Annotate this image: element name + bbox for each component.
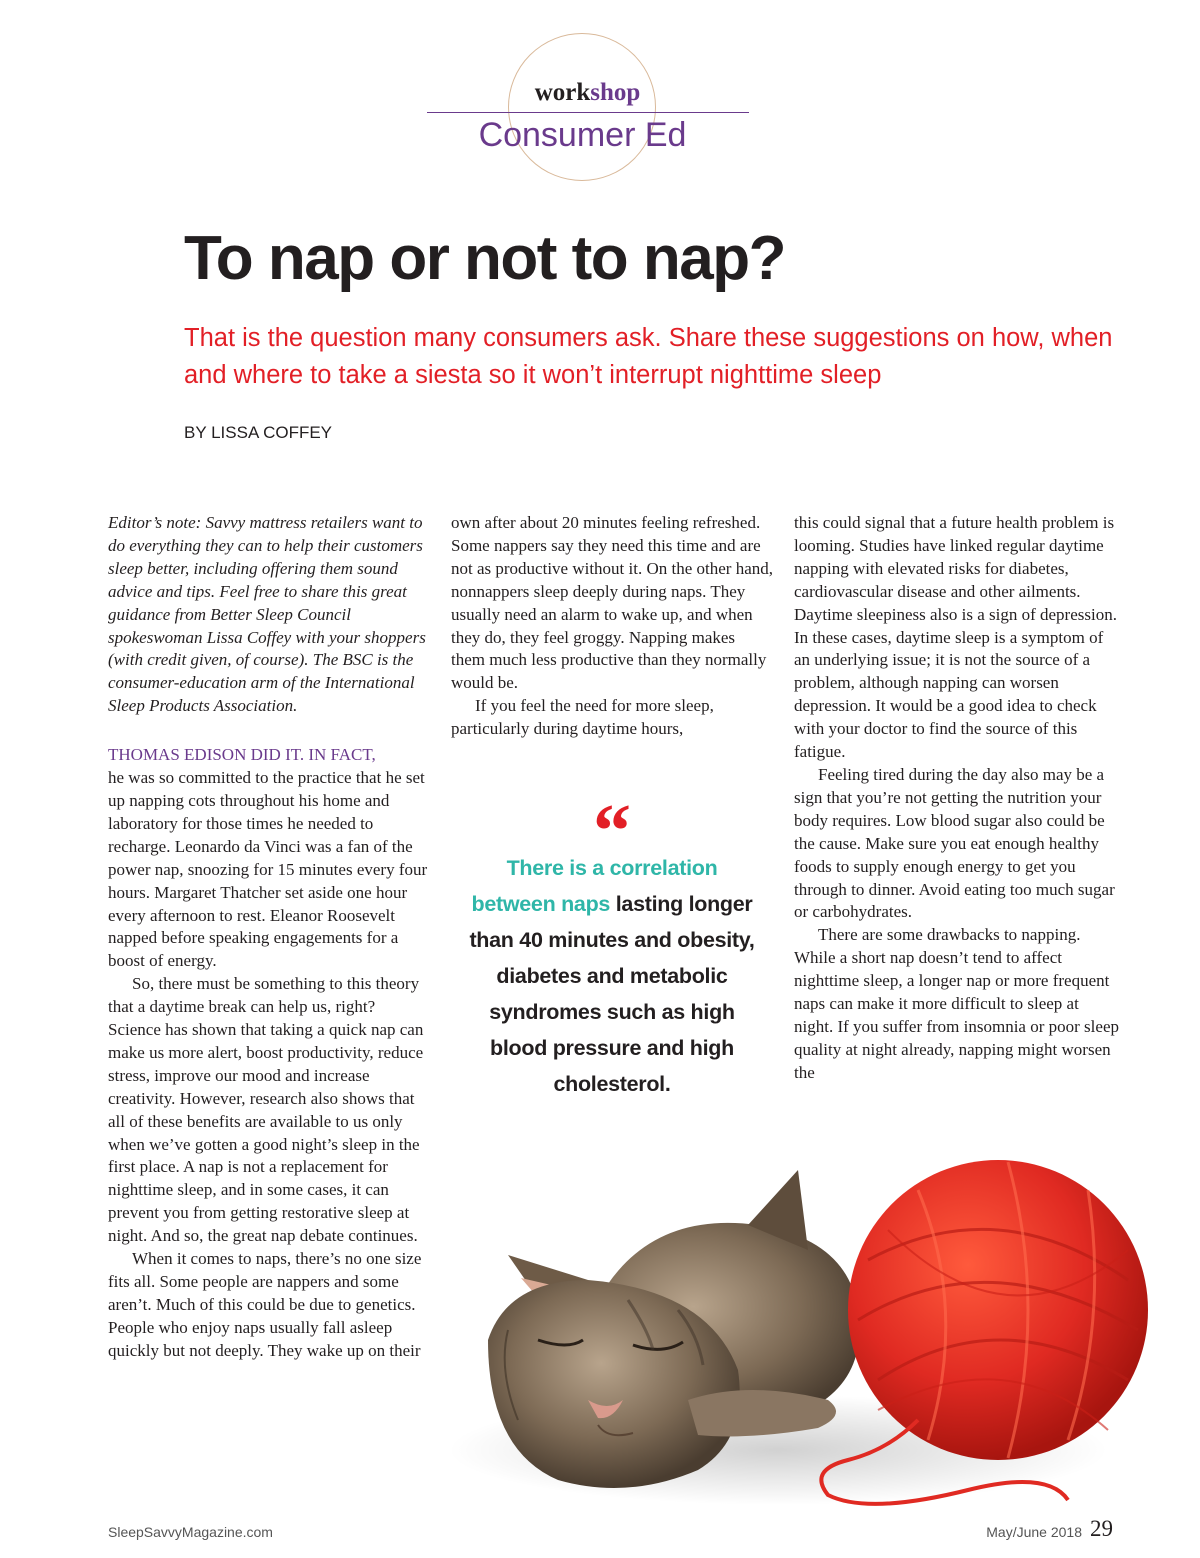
yarn-ball [848,1160,1148,1460]
pull-quote-text [462,850,762,1102]
body-paragraph: he was so committed to the practice that he set up napping cots throughout his home and laboratory for those times he needed to recharge. Leonardo da Vinci was a fan of the power nap, snoozing for 15 minutes every four hours. Margaret Thatcher set aside one hour every afternoon to rest. Eleanor Roosevelt napped before speaking engagements for a boost of energy. [108,768,428,971]
section-label-accent: shop [590,79,641,106]
body-paragraph: If you feel the need for more sleep, particularly during daytime hours, [451,696,714,739]
section-badge [0,0,1200,200]
headline: To nap or not to nap? [184,224,786,293]
column-3 [794,512,1119,1085]
section-label-prefix: work [534,79,591,106]
body-paragraph: Feeling tired during the day also may be a sign that you’re not getting the nutrition your body requires. Low blood sugar also could be the cause. Make sure you eat enough healthy foods to supply enough energy to get you through to dinner. Avoid eating too much sugar or carbohydrates. [794,764,1115,922]
body-paragraph: So, there must be something to this theory that a daytime break can help us, right? Science has shown that taking a quick nap can make us more alert, boost productivity, reduce stress, improve our mood and increase creativity. However, research also shows that all of these benefits are available to us only when we’ve gotten a good night’s sleep in the first place. A nap is not a replacement for nighttime sleep, and in some cases, it can prevent you from getting restorative sleep at night. And so, the great nap debate continues. [108,974,424,1246]
column-1 [108,512,428,1363]
section-label [0,78,1175,108]
footer-site: SleepSavvyMagazine.com [108,1524,273,1540]
page-number: 29 [1090,1516,1113,1541]
body-paragraph: this could signal that a future health problem is looming. Studies have linked regular daytime napping with elevated risks for diabetes, cardiovascular disease and other ailments. Daytime sleepiness also is a sign of depression. In these cases, daytime sleep is a symptom of an underlying issue; it is not the source of a problem, although napping can worsen depression. It would be a good idea to check with your doctor to find the source of this fatigue. [794,513,1117,762]
pull-quote-body: lasting longer than 40 minutes and obesity, diabetes and metabolic syndromes such as high blood pressure and high cholesterol. [469,892,755,1096]
dek: That is the question many consumers ask. Share these suggestions on how, when and where to take a siesta so it won’t interrupt nighttime sleep [184,324,1113,389]
quote-mark-icon: “ [593,789,631,873]
lead-in: THOMAS EDISON DID IT. IN FACT, [108,745,376,765]
section-category: Consumer Ed [478,116,687,154]
kitten-yarn-photo [448,1150,1148,1530]
body-paragraph: When it comes to naps, there’s no one size fits all. Some people are nappers and some aren’t. Much of this could be due to genetics. People who enjoy naps usually fall asleep quickly but not deeply. They wake up on their [108,1249,422,1360]
column-2 [451,512,773,741]
footer-date: May/June 2018 [986,1524,1082,1540]
pull-quote [462,789,762,1102]
pull-quote-highlight: There is a correlation between naps [471,856,718,916]
badge-rule [427,112,749,113]
body-paragraph: There are some drawbacks to napping. While a short nap doesn’t tend to affect nighttime sleep, a longer nap or more frequent naps can make it more difficult to sleep at night. If you suffer from insomnia or poor sleep quality at night already, napping might worsen the [794,925,1119,1082]
body-paragraph: own after about 20 minutes feeling refreshed. Some nappers say they need this time and are not as productive without it. On the other hand, nonnappers sleep deeply during naps. They usually need an alarm to wake up, and when they do, they feel groggy. Napping makes them much less productive than they normally would be. [451,513,773,693]
byline: BY LISSA COFFEY [184,423,333,442]
editors-note: Editor’s note: Savvy mattress retailers want to do everything they can to help their customers sleep better, including offering them sound advice and tips. Feel free to share this great guidance from Better Sleep Council spokeswoman Lissa Coffey with your shoppers (with credit given, of course). The BSC is the consumer-education arm of the International Sleep Products Association. [108,513,426,716]
